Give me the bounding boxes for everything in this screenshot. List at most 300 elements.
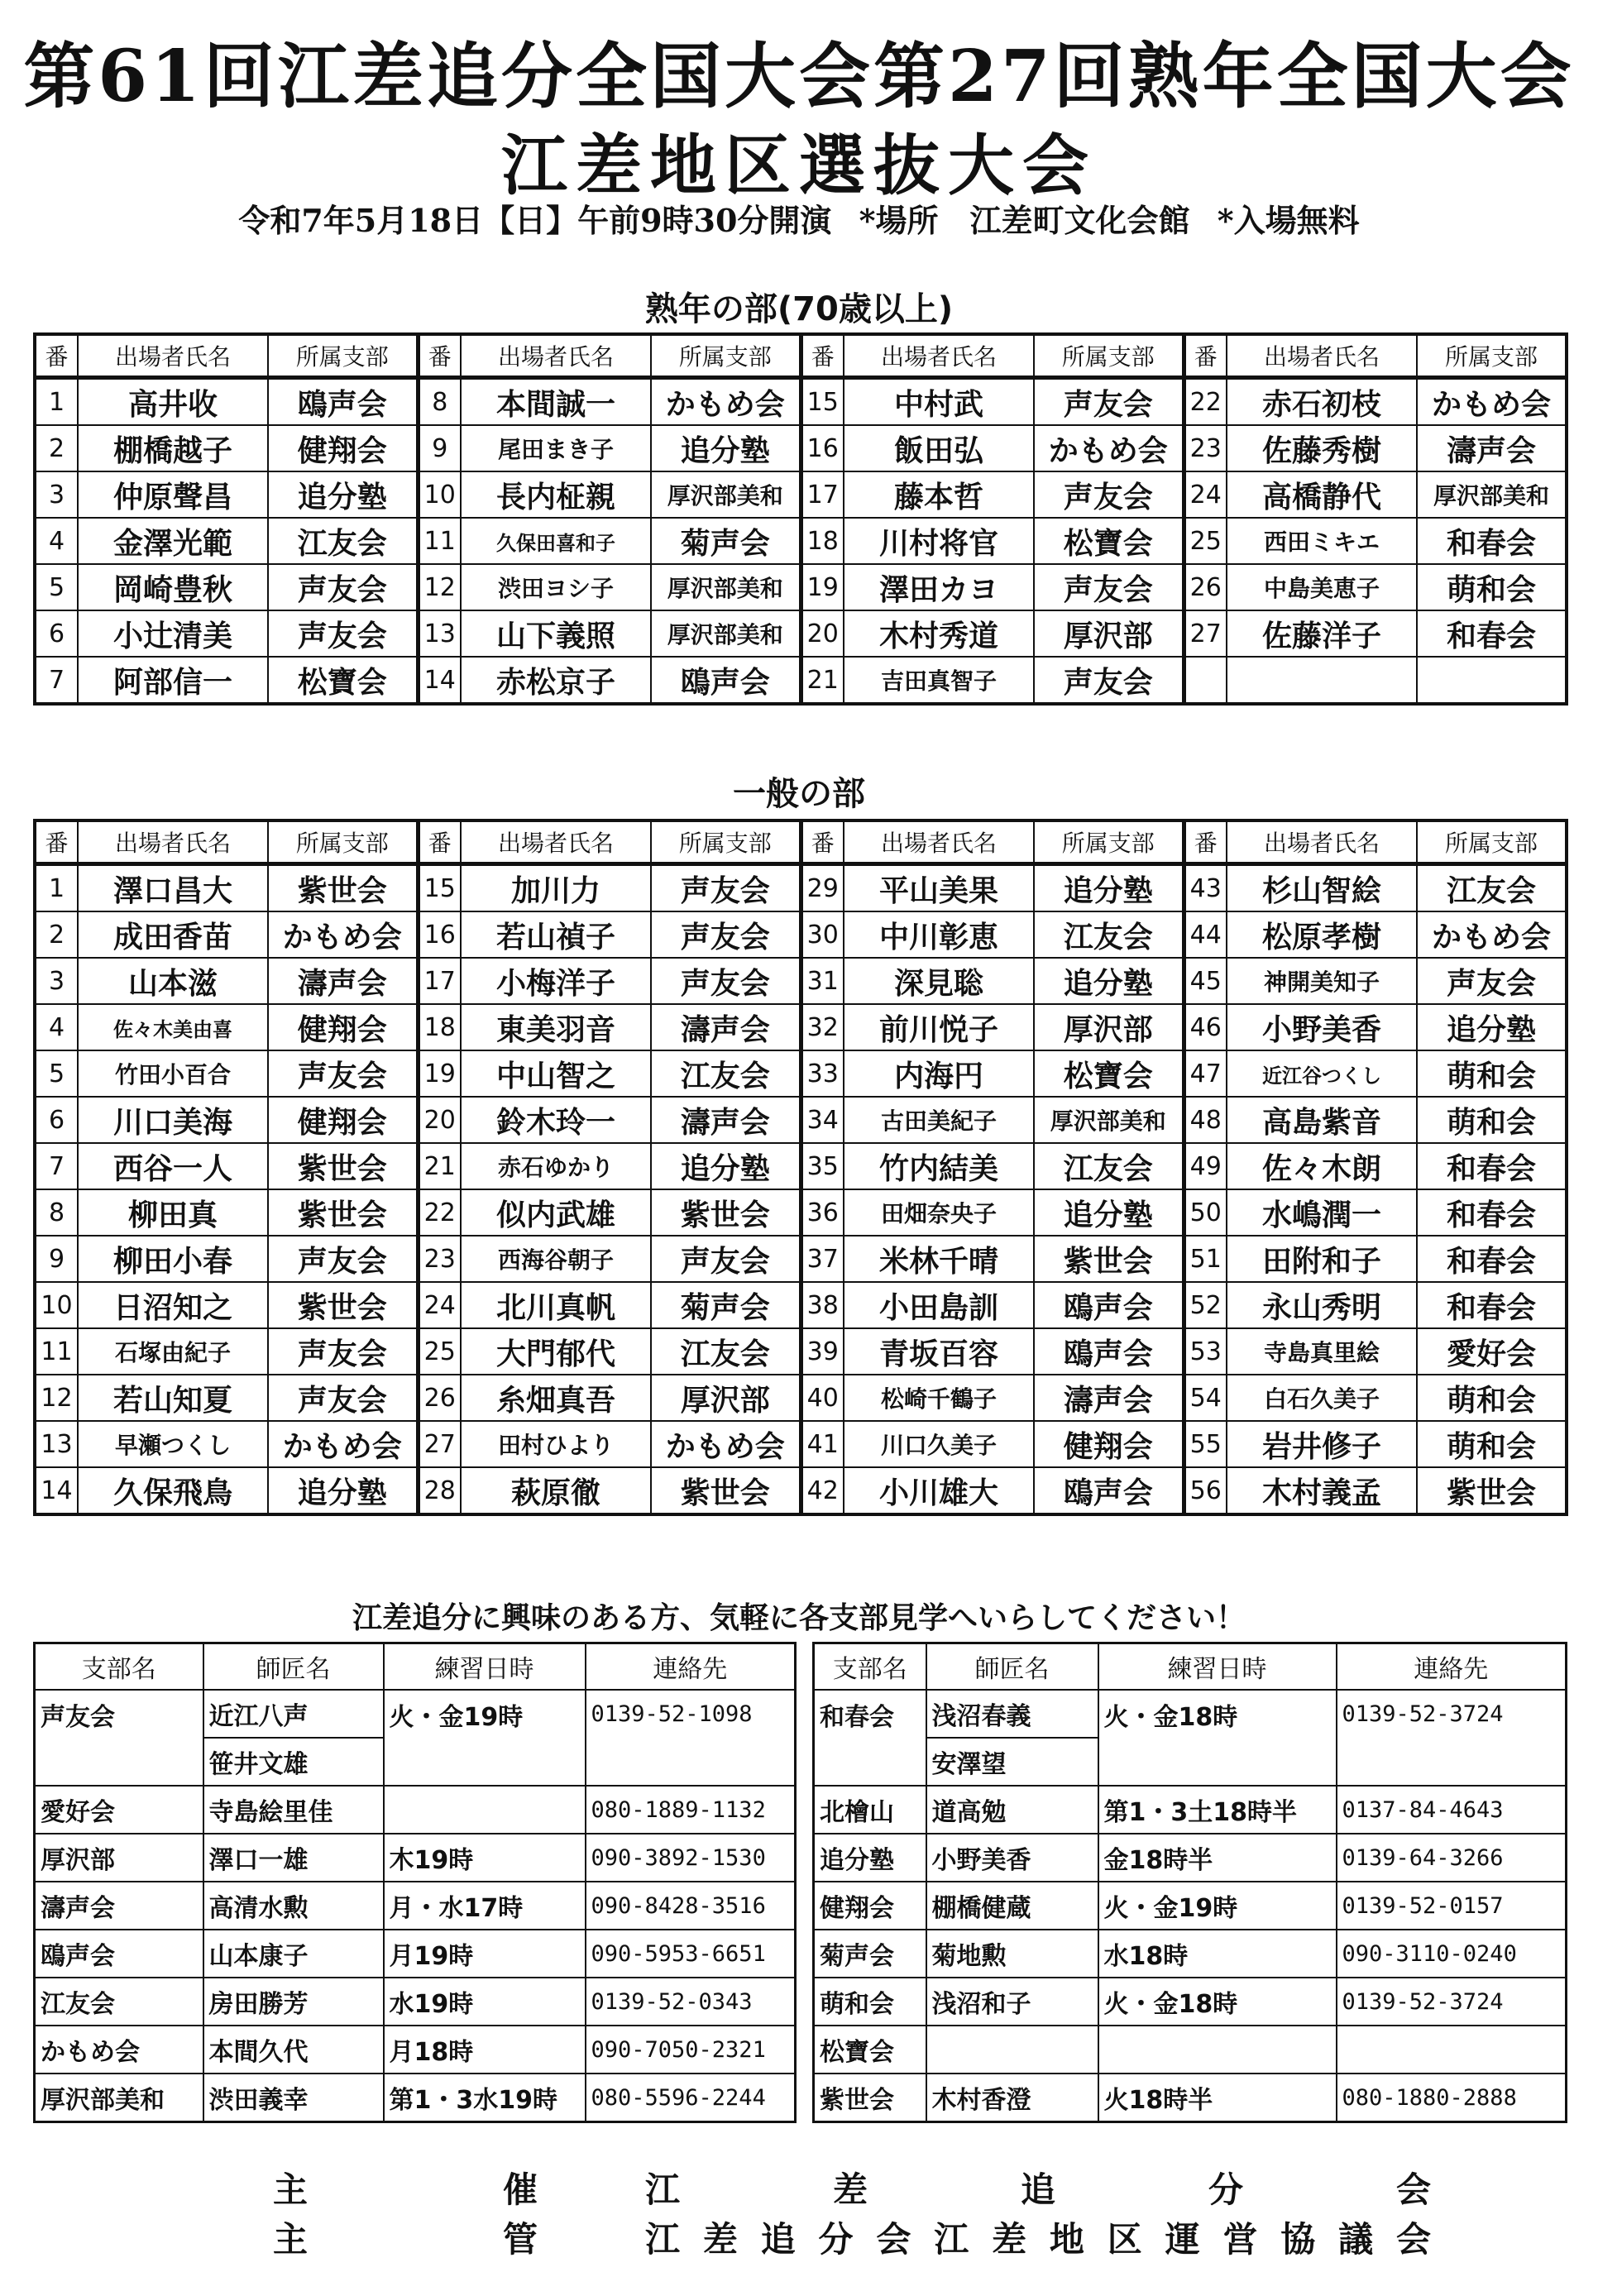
column-header: 連絡先 (1337, 1643, 1567, 1691)
entry-number: 3 (35, 471, 78, 518)
branch-name: 松寶会 (1034, 1050, 1184, 1097)
branch-name: かもめ会 (1417, 378, 1567, 426)
table-row (35, 1282, 1567, 1328)
master-name: 木村香澄 (926, 2074, 1098, 2122)
entry-number: 2 (35, 425, 78, 471)
master-name: 小野美香 (926, 1834, 1098, 1882)
entry-number: 48 (1184, 1097, 1227, 1143)
sponsor-char: 主 (273, 2219, 309, 2260)
entrant-name: 似内武雄 (461, 1189, 651, 1236)
column-header: 番 (801, 820, 844, 864)
entrant-name: 神開美知子 (1227, 958, 1417, 1004)
master-name: 道高勉 (926, 1786, 1098, 1834)
practice-time: 火・金18時 (1098, 1690, 1337, 1738)
branch-name: 厚沢部美和 (35, 2074, 203, 2122)
branch-name: 厚沢部 (1034, 1004, 1184, 1050)
column-header: 出場者氏名 (78, 334, 268, 378)
branch-name: 声友会 (1034, 378, 1184, 426)
branch-name: 追分塾 (268, 1467, 418, 1514)
sponsor-char: 江 (934, 2219, 969, 2260)
master-name (926, 2026, 1098, 2074)
entry-number: 24 (418, 1282, 461, 1328)
contact-phone: 090-7050-2321 (586, 2026, 796, 2074)
contact-phone (1337, 1738, 1567, 1786)
entry-number: 26 (1184, 564, 1227, 610)
table-row (35, 1834, 796, 1882)
table-row (35, 1050, 1567, 1097)
host-role (273, 2163, 645, 2212)
entry-number: 36 (801, 1189, 844, 1236)
contact-phone: 090-8428-3516 (586, 1882, 796, 1930)
entry-number: 23 (418, 1236, 461, 1282)
branch-name: 濤声会 (651, 1004, 801, 1050)
master-name: 高清水勲 (203, 1882, 384, 1930)
entrant-name: 田附和子 (1227, 1236, 1417, 1282)
branch-name: 声友会 (268, 1375, 418, 1421)
entry-number: 11 (35, 1328, 78, 1375)
branch-name: かもめ会 (1034, 425, 1184, 471)
entry-number: 46 (1184, 1004, 1227, 1050)
entry-number: 41 (801, 1421, 844, 1467)
entry-number: 43 (1184, 864, 1227, 912)
entry-number: 53 (1184, 1328, 1227, 1375)
entrant-name: 仲原聲昌 (78, 471, 268, 518)
branch-name: 萌和会 (1417, 1421, 1567, 1467)
practice-time (384, 1738, 586, 1786)
entrant-name: 澤口昌大 (78, 864, 268, 912)
branch-name (35, 1738, 203, 1786)
entry-number: 22 (1184, 378, 1227, 426)
entry-number: 56 (1184, 1467, 1227, 1514)
master-name: 棚橋健蔵 (926, 1882, 1098, 1930)
table-row (35, 471, 1567, 518)
entrant-name: 中島美恵子 (1227, 564, 1417, 610)
page-subtitle: 江差地区選抜大会 (501, 127, 1097, 204)
branch-name: 紫世会 (268, 1282, 418, 1328)
branch-name: 声友会 (1417, 958, 1567, 1004)
branch-name: 鴎声会 (1034, 1282, 1184, 1328)
branch-name: 追分塾 (268, 471, 418, 518)
branch-name: 追分塾 (814, 1834, 926, 1882)
contact-phone: 090-3110-0240 (1337, 1930, 1567, 1978)
branch-name: 鴎声会 (1034, 1328, 1184, 1375)
contact-phone: 080-5596-2244 (586, 2074, 796, 2122)
branch-name: 愛好会 (1417, 1328, 1567, 1375)
column-header: 練習日時 (1098, 1643, 1337, 1691)
entry-number: 4 (35, 1004, 78, 1050)
master-name: 澤口一雄 (203, 1834, 384, 1882)
entrant-name: 柳田真 (78, 1189, 268, 1236)
column-header: 番 (418, 820, 461, 864)
entrant-name: 山下義照 (461, 610, 651, 657)
branch-name: 声友会 (268, 1328, 418, 1375)
entry-number: 55 (1184, 1421, 1227, 1467)
sponsor-char: 差 (702, 2219, 738, 2260)
header-row (35, 1643, 796, 1691)
entry-number: 16 (418, 911, 461, 958)
entry-number: 19 (801, 564, 844, 610)
entrant-name: 松崎千鶴子 (844, 1375, 1034, 1421)
branch-name: 追分塾 (1034, 1189, 1184, 1236)
entrant-name: 早瀬つくし (78, 1421, 268, 1467)
branch-name: 愛好会 (35, 1786, 203, 1834)
branch-name: 厚沢部 (1034, 610, 1184, 657)
branch-name: 健翔会 (814, 1882, 926, 1930)
entrant-name: 田畑奈央子 (844, 1189, 1034, 1236)
table-row (814, 1690, 1567, 1738)
master-name: 房田勝芳 (203, 1978, 384, 2026)
entrant-name: 西田ミキエ (1227, 518, 1417, 564)
entrant-name: 白石久美子 (1227, 1375, 1417, 1421)
entrant-name: 西谷一人 (78, 1143, 268, 1189)
table-row (35, 1328, 1567, 1375)
entry-number: 10 (418, 471, 461, 518)
entrant-name: 北川真帆 (461, 1282, 651, 1328)
entrant-name: 川村将官 (844, 518, 1034, 564)
entrant-name: 古田美紀子 (844, 1097, 1034, 1143)
sponsor-char: 分 (818, 2219, 854, 2260)
entry-number: 16 (801, 425, 844, 471)
entrant-name: 飯田弘 (844, 425, 1034, 471)
entrant-name: 内海円 (844, 1050, 1034, 1097)
table-row (35, 1467, 1567, 1514)
entry-number: 54 (1184, 1375, 1227, 1421)
entry-number: 35 (801, 1143, 844, 1189)
table-row (35, 1097, 1567, 1143)
branch-table-left (33, 1642, 797, 2123)
branch-name: 健翔会 (268, 1097, 418, 1143)
entrant-name: 成田香苗 (78, 911, 268, 958)
sponsor-char: 追 (1020, 2169, 1055, 2210)
entry-number: 5 (35, 1050, 78, 1097)
table-row (35, 1004, 1567, 1050)
column-header: 出場者氏名 (78, 820, 268, 864)
entrant-name: 小田島訓 (844, 1282, 1034, 1328)
column-header: 師匠名 (203, 1643, 384, 1691)
entrant-name: 藤本哲 (844, 471, 1034, 518)
entrant-name (1227, 657, 1417, 704)
master-name: 安澤望 (926, 1738, 1098, 1786)
branch-name: 菊声会 (651, 1282, 801, 1328)
entrant-name: 赤石ゆかり (461, 1143, 651, 1189)
table-row (35, 1375, 1567, 1421)
sponsor-char: 議 (1338, 2219, 1374, 2260)
entry-number: 4 (35, 518, 78, 564)
branch-name: 萌和会 (814, 1978, 926, 2026)
branch-name: 濤声会 (1417, 425, 1567, 471)
branch-name: 和春会 (1417, 518, 1567, 564)
practice-time: 月19時 (384, 1930, 586, 1978)
entrant-name: 近江谷つくし (1227, 1050, 1417, 1097)
entry-number: 37 (801, 1236, 844, 1282)
branch-name: 声友会 (35, 1690, 203, 1738)
entry-number: 20 (418, 1097, 461, 1143)
practice-time: 木19時 (384, 1834, 586, 1882)
branch-name: 厚沢部美和 (1417, 471, 1567, 518)
entrant-name: 田村ひより (461, 1421, 651, 1467)
branch-name: 声友会 (651, 958, 801, 1004)
entry-number: 5 (35, 564, 78, 610)
entry-number: 3 (35, 958, 78, 1004)
branch-name: 濤声会 (1034, 1375, 1184, 1421)
entrant-name: 東美羽音 (461, 1004, 651, 1050)
table-row (35, 1421, 1567, 1467)
table-row (35, 958, 1567, 1004)
entrant-name: 杉山智絵 (1227, 864, 1417, 912)
column-header: 所属支部 (1034, 820, 1184, 864)
table-row (35, 1738, 796, 1786)
entrant-name: 前川悦子 (844, 1004, 1034, 1050)
branch-name: 紫世会 (268, 864, 418, 912)
entrant-name: 佐々木朗 (1227, 1143, 1417, 1189)
branch-name: 健翔会 (268, 1004, 418, 1050)
entry-number: 13 (35, 1421, 78, 1467)
branch-name: 江友会 (35, 1978, 203, 2026)
entrant-name: 棚橋越子 (78, 425, 268, 471)
master-name: 近江八声 (203, 1690, 384, 1738)
branch-name: 江友会 (651, 1050, 801, 1097)
contact-phone (586, 1738, 796, 1786)
branch-name: 萌和会 (1417, 1050, 1567, 1097)
entry-number: 10 (35, 1282, 78, 1328)
table-row (35, 1143, 1567, 1189)
entrant-name: 糸畑真吾 (461, 1375, 651, 1421)
branch-name: 厚沢部 (35, 1834, 203, 1882)
column-header: 番 (1184, 820, 1227, 864)
column-header: 番 (418, 334, 461, 378)
organizer-org (645, 2212, 1431, 2262)
branch-name: 北檜山 (814, 1786, 926, 1834)
entry-number: 52 (1184, 1282, 1227, 1328)
branch-name: 声友会 (1034, 471, 1184, 518)
entry-number: 14 (418, 657, 461, 704)
branch-name: 声友会 (1034, 657, 1184, 704)
entry-number: 18 (418, 1004, 461, 1050)
branch-name: 声友会 (651, 864, 801, 912)
sponsor-char: 催 (502, 2169, 538, 2210)
entrant-name: 若山知夏 (78, 1375, 268, 1421)
entrant-name: 竹内結美 (844, 1143, 1034, 1189)
entrant-name: 鈴木玲一 (461, 1097, 651, 1143)
master-name: 菊地勲 (926, 1930, 1098, 1978)
table-row (35, 864, 1567, 912)
entry-number: 24 (1184, 471, 1227, 518)
entrant-name: 澤田カヨ (844, 564, 1034, 610)
entry-number: 33 (801, 1050, 844, 1097)
entry-number: 8 (418, 378, 461, 426)
branch-name: 追分塾 (1417, 1004, 1567, 1050)
entrant-name: 川口久美子 (844, 1421, 1034, 1467)
entrant-name: 久保田喜和子 (461, 518, 651, 564)
entry-number: 9 (418, 425, 461, 471)
branch-name: 松寶会 (1034, 518, 1184, 564)
column-header: 支部名 (35, 1643, 203, 1691)
master-name: 浅沼和子 (926, 1978, 1098, 2026)
branch-name: かもめ会 (651, 378, 801, 426)
sponsor-char: 分 (1208, 2169, 1243, 2210)
entry-number (1184, 657, 1227, 704)
branch-name: 声友会 (268, 610, 418, 657)
master-name: 浅沼春義 (926, 1690, 1098, 1738)
entrant-name: 阿部信一 (78, 657, 268, 704)
practice-time: 火18時半 (1098, 2074, 1337, 2122)
column-header: 出場者氏名 (461, 820, 651, 864)
entry-number: 18 (801, 518, 844, 564)
column-header: 所属支部 (651, 334, 801, 378)
branch-name: 厚沢部美和 (1034, 1097, 1184, 1143)
branch-name (814, 1738, 926, 1786)
sponsor-char: 地 (1049, 2219, 1084, 2260)
column-header: 所属支部 (268, 820, 418, 864)
column-header: 所属支部 (651, 820, 801, 864)
page-title: 第61回江差追分全国大会第27回熟年全国大会 (23, 35, 1575, 118)
entrant-name: 小梅洋子 (461, 958, 651, 1004)
practice-time: 水19時 (384, 1978, 586, 2026)
entrant-name: 寺島真里絵 (1227, 1328, 1417, 1375)
entry-number: 30 (801, 911, 844, 958)
table-row (35, 1930, 796, 1978)
entry-number: 12 (35, 1375, 78, 1421)
branch-name: かもめ会 (268, 1421, 418, 1467)
contact-phone: 080-1880-2888 (1337, 2074, 1567, 2122)
branch-name: 追分塾 (651, 1143, 801, 1189)
branch-name: 紫世会 (651, 1189, 801, 1236)
entry-number: 44 (1184, 911, 1227, 958)
entry-number: 39 (801, 1328, 844, 1375)
master-name: 山本康子 (203, 1930, 384, 1978)
column-header: 連絡先 (586, 1643, 796, 1691)
branch-name: 和春会 (1417, 610, 1567, 657)
contact-phone: 080-1889-1132 (586, 1786, 796, 1834)
general-section-title: 一般の部 (733, 775, 865, 813)
host-row (273, 2163, 1431, 2212)
entrant-name: 赤松京子 (461, 657, 651, 704)
branch-name: 紫世会 (651, 1467, 801, 1514)
branch-table-right (812, 1642, 1567, 2123)
branch-name: 鴎声会 (1034, 1467, 1184, 1514)
entrant-name: 久保飛鳥 (78, 1467, 268, 1514)
sponsor-char: 江 (645, 2219, 681, 2260)
branch-name: 紫世会 (1034, 1236, 1184, 1282)
entry-number: 1 (35, 864, 78, 912)
branch-name: 追分塾 (1034, 864, 1184, 912)
entry-number: 23 (1184, 425, 1227, 471)
event-date: 令和7年5月18日【日】午前9時30分開演 (238, 202, 832, 239)
entry-number: 1 (35, 378, 78, 426)
entry-number: 14 (35, 1467, 78, 1514)
column-header: 所属支部 (1417, 334, 1567, 378)
column-header: 出場者氏名 (1227, 334, 1417, 378)
contact-phone: 0139-52-0343 (586, 1978, 796, 2026)
branch-name: 江友会 (1417, 864, 1567, 912)
column-header: 番 (35, 820, 78, 864)
table-row (814, 2074, 1567, 2122)
entry-number: 12 (418, 564, 461, 610)
master-name: 渋田義幸 (203, 2074, 384, 2122)
column-header: 所属支部 (268, 334, 418, 378)
entry-number: 31 (801, 958, 844, 1004)
entrant-name: 木村義孟 (1227, 1467, 1417, 1514)
table-row (35, 425, 1567, 471)
entry-number: 25 (418, 1328, 461, 1375)
contact-phone (1337, 2026, 1567, 2074)
entrant-name: 佐藤秀樹 (1227, 425, 1417, 471)
table-row (35, 518, 1567, 564)
branch-name: 健翔会 (268, 425, 418, 471)
entry-number: 51 (1184, 1236, 1227, 1282)
entrant-name: 佐藤洋子 (1227, 610, 1417, 657)
branch-name: 濤声会 (35, 1882, 203, 1930)
branch-name: 健翔会 (1034, 1421, 1184, 1467)
branch-name: 松寶会 (268, 657, 418, 704)
entrant-name: 深見聡 (844, 958, 1034, 1004)
branch-name: 萌和会 (1417, 564, 1567, 610)
branch-name: 追分塾 (1034, 958, 1184, 1004)
entrant-name: 長内柾親 (461, 471, 651, 518)
sponsor-char: 会 (876, 2219, 911, 2260)
contact-phone: 0139-52-0157 (1337, 1882, 1567, 1930)
senior-table (33, 332, 1568, 706)
entry-number: 11 (418, 518, 461, 564)
branch-name: 和春会 (1417, 1236, 1567, 1282)
column-header: 出場者氏名 (461, 334, 651, 378)
header-row (814, 1643, 1567, 1691)
entry-number: 27 (418, 1421, 461, 1467)
entrant-name: 尾田まき子 (461, 425, 651, 471)
entry-number: 21 (418, 1143, 461, 1189)
practice-time: 第1・3土18時半 (1098, 1786, 1337, 1834)
branch-name: 声友会 (1034, 564, 1184, 610)
column-header: 師匠名 (926, 1643, 1098, 1691)
entry-number: 50 (1184, 1189, 1227, 1236)
entrant-name: 吉田真智子 (844, 657, 1034, 704)
sponsor-char: 差 (832, 2169, 868, 2210)
practice-time: 金18時半 (1098, 1834, 1337, 1882)
branch-name: 菊声会 (651, 518, 801, 564)
branch-name: かもめ会 (35, 2026, 203, 2074)
entrant-name: 木村秀道 (844, 610, 1034, 657)
sponsor-char: 追 (760, 2219, 796, 2260)
branch-name: 声友会 (651, 911, 801, 958)
master-name: 寺島絵里佳 (203, 1786, 384, 1834)
entrant-name: 西海谷朝子 (461, 1236, 651, 1282)
event-venue: *場所 江差町文化会館 (859, 202, 1190, 239)
entry-number: 15 (418, 864, 461, 912)
branch-name: 声友会 (651, 1236, 801, 1282)
entrant-name: 金澤光範 (78, 518, 268, 564)
entrant-name: 川口美海 (78, 1097, 268, 1143)
branch-name: 追分塾 (651, 425, 801, 471)
entrant-name: 渋田ヨシ子 (461, 564, 651, 610)
branch-name: 江友会 (1034, 911, 1184, 958)
table-row (35, 610, 1567, 657)
contact-phone: 0139-52-3724 (1337, 1690, 1567, 1738)
header-row (35, 820, 1567, 864)
column-header: 所属支部 (1417, 820, 1567, 864)
entrant-name: 加川力 (461, 864, 651, 912)
branch-name: 声友会 (268, 564, 418, 610)
entry-number: 2 (35, 911, 78, 958)
branch-name: 厚沢部美和 (651, 564, 801, 610)
branch-name (1417, 657, 1567, 704)
table-row (35, 2074, 796, 2122)
entry-number: 32 (801, 1004, 844, 1050)
table-row (814, 1882, 1567, 1930)
entrant-name: 平山美果 (844, 864, 1034, 912)
entrant-name: 高井收 (78, 378, 268, 426)
branch-name: 厚沢部美和 (651, 610, 801, 657)
header-row (35, 334, 1567, 378)
